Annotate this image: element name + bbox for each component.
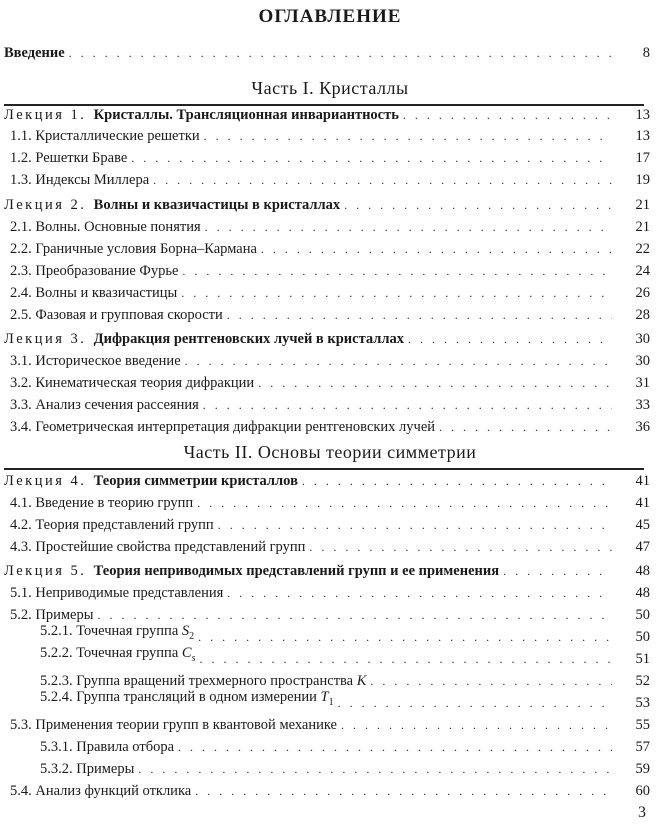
section-label: 4.1. Введение в теорию групп <box>10 495 194 511</box>
section-label: 5.3. Применения теории групп в квантовой механике <box>10 717 337 733</box>
section-page: 57 <box>635 739 650 755</box>
toc-lecture-row[interactable] <box>4 104 660 124</box>
dot-leader <box>341 717 612 733</box>
toc-lecture-row[interactable] <box>4 560 660 580</box>
math-subscript: 1 <box>328 697 334 708</box>
toc-subsection-row[interactable] <box>40 623 660 646</box>
lecture-page: 48 <box>635 563 650 579</box>
dot-leader <box>309 539 612 555</box>
section-label: 5.4. Анализ функций отклика <box>10 783 192 799</box>
dot-leader <box>97 607 612 623</box>
toc-section-row[interactable] <box>10 216 660 236</box>
section-label: 2.5. Фазовая и групповая скорости <box>10 307 223 323</box>
dot-leader <box>227 307 612 323</box>
section-label: 1.2. Решетки Браве <box>10 150 128 166</box>
subsection-label: 5.2.1. Точечная группа <box>40 623 182 640</box>
toc-section-row[interactable] <box>10 304 660 324</box>
math-symbol: K <box>356 673 367 689</box>
section-page: 41 <box>635 495 650 511</box>
section-label: 3.4. Геометрическая интерпретация дифракции рентгеновских лучей <box>10 419 436 435</box>
dot-leader <box>338 695 612 711</box>
section-label: 2.3. Преобразование Фурье <box>10 263 179 279</box>
section-page: 36 <box>635 419 650 435</box>
section-page: 45 <box>635 517 650 533</box>
toc-intro-row[interactable] <box>4 42 660 62</box>
toc-subsection-row[interactable] <box>40 758 660 778</box>
section-label: 3.1. Историческое введение <box>10 353 181 369</box>
section-label: 1.1. Кристаллические решетки <box>10 128 200 144</box>
lecture-title: Кристаллы. Трансляционная инвариантность <box>93 107 399 123</box>
toc-subsection-row[interactable] <box>40 670 660 690</box>
dot-leader <box>185 353 612 369</box>
dot-leader <box>195 783 612 799</box>
dot-leader <box>131 150 612 166</box>
toc-lecture-row[interactable] <box>4 194 660 214</box>
part-2-heading: Часть II. Основы теории симметрии <box>183 442 477 462</box>
toc-section-row[interactable] <box>10 372 660 392</box>
toc-section-row[interactable] <box>10 780 660 800</box>
dot-leader <box>439 419 612 435</box>
lecture-prefix: Лекция 5. <box>4 563 87 579</box>
section-page: 55 <box>635 717 650 733</box>
toc-section-row[interactable] <box>10 238 660 258</box>
toc-section-row[interactable] <box>10 416 660 436</box>
toc-section-row[interactable] <box>10 394 660 414</box>
section-page: 28 <box>635 307 650 323</box>
toc-section-row[interactable] <box>10 350 660 370</box>
toc-subsection-row[interactable] <box>40 689 660 712</box>
math-symbol: S <box>181 623 190 640</box>
subsection-label: 5.3.2. Примеры <box>40 761 135 777</box>
section-page: 24 <box>635 263 650 279</box>
toc-section-row[interactable] <box>10 514 660 534</box>
section-page: 30 <box>635 353 650 369</box>
dot-leader <box>178 739 612 755</box>
section-label: 3.3. Анализ сечения рассеяния <box>10 397 199 413</box>
math-subscript: 2 <box>189 631 195 642</box>
section-page: 53 <box>635 695 650 711</box>
section-page: 50 <box>635 607 650 623</box>
dot-leader <box>199 651 612 667</box>
section-label: 3.2. Кинематическая теория дифракции <box>10 375 255 391</box>
lecture-prefix: Лекция 3. <box>4 331 87 347</box>
lecture-title: Волны и квазичастицы в кристаллах <box>93 197 341 213</box>
dot-leader <box>204 128 612 144</box>
dot-leader <box>69 45 612 61</box>
section-page: 17 <box>635 150 650 166</box>
page-number: 3 <box>638 804 646 821</box>
dot-leader <box>227 585 612 601</box>
section-page: 31 <box>635 375 650 391</box>
subsection-label: 5.2.3. Группа вращений трехмерного пространства <box>40 673 357 689</box>
intro-page: 8 <box>642 45 650 61</box>
lecture-page: 41 <box>635 473 650 489</box>
lecture-prefix: Лекция 4. <box>4 473 87 489</box>
section-page: 19 <box>635 172 650 188</box>
math-subscript: s <box>191 653 196 664</box>
section-label: 2.4. Волны и квазичастицы <box>10 285 178 301</box>
dot-leader <box>344 197 612 213</box>
math-symbol: C <box>181 645 192 662</box>
dot-leader <box>302 473 612 489</box>
section-page: 52 <box>635 673 650 689</box>
section-label: 5.1. Неприводимые представления <box>10 585 224 601</box>
section-label: 4.2. Теория представлений групп <box>10 517 214 533</box>
section-label: 5.2. Примеры <box>10 607 94 623</box>
toc-subsection-row[interactable] <box>40 736 660 756</box>
section-page: 26 <box>635 285 650 301</box>
toc-section-row[interactable] <box>10 125 660 145</box>
dot-leader <box>261 241 612 257</box>
dot-leader <box>197 495 612 511</box>
math-symbol: T <box>320 689 329 706</box>
lecture-page: 13 <box>635 107 650 123</box>
toc-section-row[interactable] <box>10 169 660 189</box>
section-label: 2.1. Волны. Основные понятия <box>10 219 201 235</box>
lecture-prefix: Лекция 1. <box>4 107 87 123</box>
dot-leader <box>138 761 612 777</box>
subsection-label: 5.3.1. Правила отбора <box>40 739 175 755</box>
lecture-page: 21 <box>635 197 650 213</box>
subsection-label: 5.2.4. Группа трансляций в одном измерении <box>40 689 321 706</box>
lecture-prefix: Лекция 2. <box>4 197 87 213</box>
lecture-title: Дифракция рентгеновских лучей в кристаллах <box>93 331 405 347</box>
toc-section-row[interactable] <box>10 492 660 512</box>
dot-leader <box>153 172 612 188</box>
dot-leader <box>258 375 612 391</box>
section-page: 21 <box>635 219 650 235</box>
toc-lecture-row[interactable] <box>4 470 660 490</box>
toc-section-row[interactable] <box>10 260 660 280</box>
dot-leader <box>203 397 612 413</box>
section-page: 47 <box>635 539 650 555</box>
dot-leader <box>205 219 612 235</box>
toc-subsection-row[interactable] <box>40 645 660 668</box>
toc-section-row[interactable] <box>10 282 660 302</box>
section-page: 51 <box>635 651 650 667</box>
dot-leader <box>403 107 612 123</box>
section-page: 48 <box>635 585 650 601</box>
dot-leader <box>408 331 612 347</box>
toc-section-row[interactable] <box>10 714 660 734</box>
section-page: 33 <box>635 397 650 413</box>
lecture-title: Теория неприводимых представлений групп и ее применения <box>93 563 500 579</box>
intro-label: Введение <box>4 45 65 61</box>
dot-leader <box>198 629 612 645</box>
section-page: 59 <box>635 761 650 777</box>
toc-section-row[interactable] <box>10 536 660 556</box>
section-label: 1.3. Индексы Миллера <box>10 172 150 188</box>
toc-section-row[interactable] <box>10 147 660 167</box>
part-1-heading: Часть I. Кристаллы <box>251 78 409 98</box>
toc-lecture-row[interactable] <box>4 328 660 348</box>
dot-leader <box>370 673 612 689</box>
section-page: 22 <box>635 241 650 257</box>
dot-leader <box>182 263 612 279</box>
page-title: ОГЛАВЛЕНИЕ <box>258 6 402 27</box>
dot-leader <box>218 517 612 533</box>
section-label: 4.3. Простейшие свойства представлений групп <box>10 539 306 555</box>
lecture-page: 30 <box>635 331 650 347</box>
subsection-label: 5.2.2. Точечная группа <box>40 645 182 662</box>
section-page: 60 <box>635 783 650 799</box>
dot-leader <box>181 285 612 301</box>
section-label: 2.2. Граничные условия Борна–Кармана <box>10 241 257 257</box>
toc-section-row[interactable] <box>10 582 660 602</box>
toc-section-row[interactable] <box>10 604 660 624</box>
section-page: 50 <box>635 629 650 645</box>
dot-leader <box>503 563 612 579</box>
section-page: 13 <box>635 128 650 144</box>
lecture-title: Теория симметрии кристаллов <box>93 473 298 489</box>
